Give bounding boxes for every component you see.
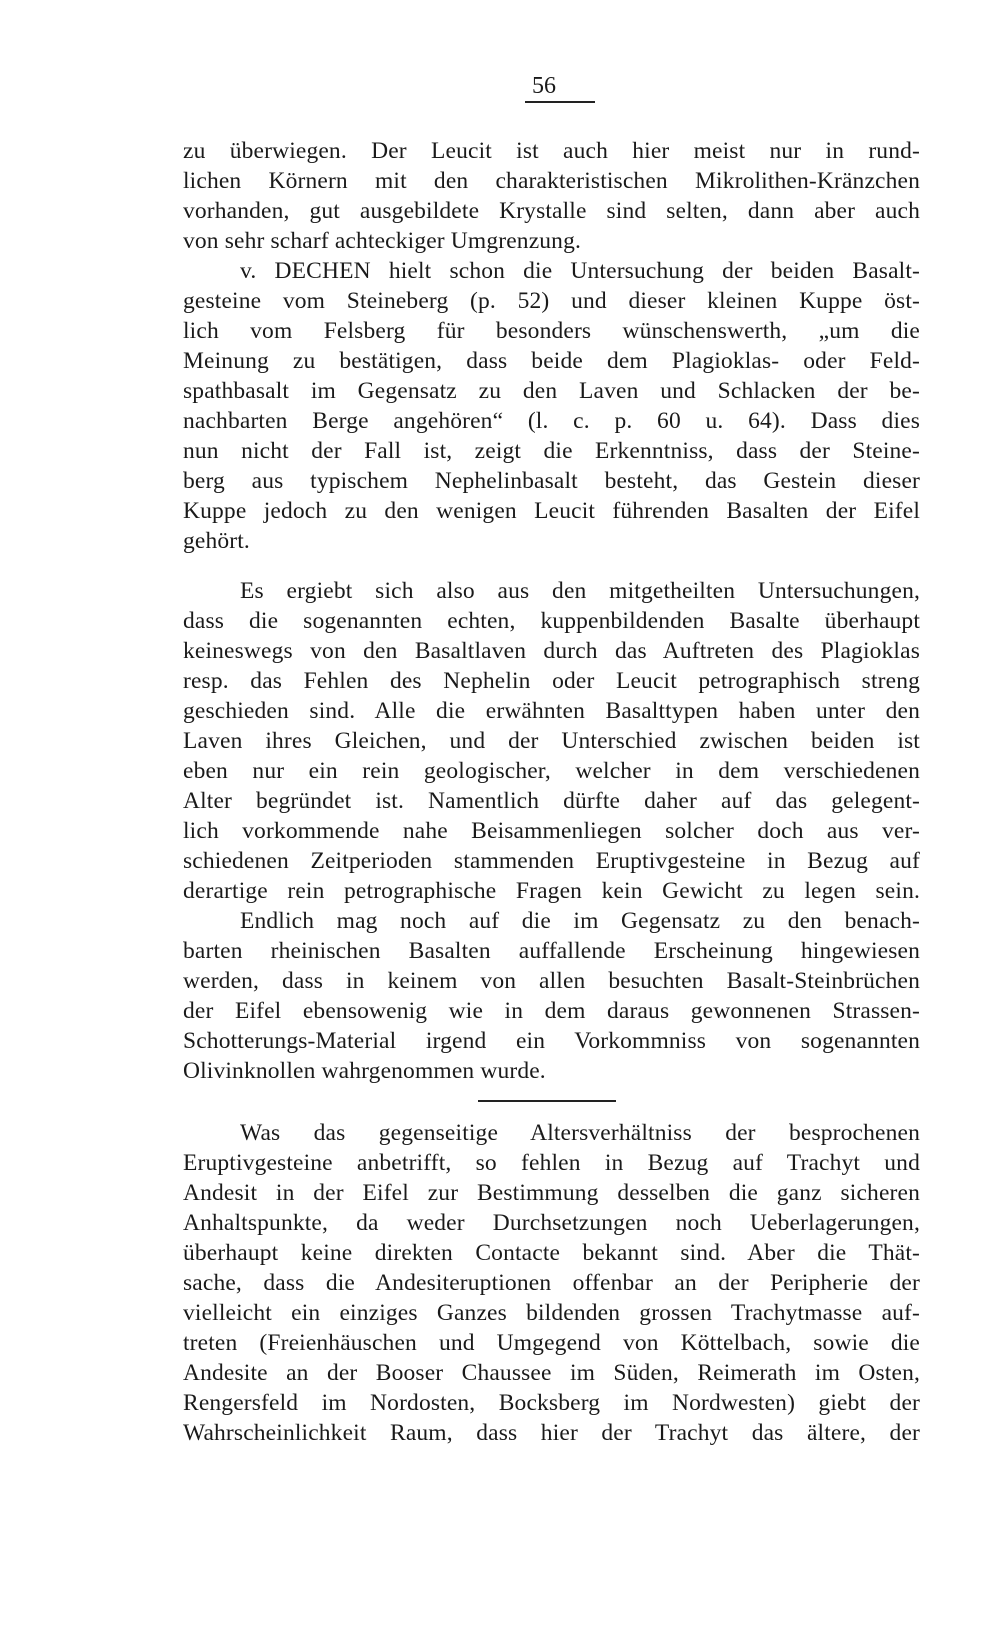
text-line: von sehr scharf achteckiger Umgrenzung.	[183, 228, 582, 254]
text-line: zu überwiegen. Der Leucit ist auch hier meist nur in rund-	[183, 138, 920, 164]
text-line: eben nur ein rein geologischer, welcher in dem verschiedenen	[183, 758, 920, 784]
text-line: nun nicht der Fall ist, zeigt die Erkenntniss, dass der Steine-	[183, 438, 920, 464]
text-line: Andesit in der Eifel zur Bestimmung desselben die ganz sicheren	[183, 1180, 920, 1206]
text-line: spathbasalt im Gegensatz zu den Laven und Schlacken der be-	[183, 378, 920, 404]
text-line: Was das gegenseitige Altersverhältniss der besprochenen	[240, 1120, 920, 1146]
text-line: werden, dass in keinem von allen besuchten Basalt-Steinbrüchen	[183, 968, 920, 994]
text-line: Kuppe jedoch zu den wenigen Leucit führenden Basalten der Eifel	[183, 498, 920, 524]
text-line: keineswegs von den Basaltlaven durch das Auftreten des Plagioklas	[183, 638, 920, 664]
text-line: Wahrscheinlichkeit Raum, dass hier der Trachyt das ältere, der	[183, 1420, 920, 1446]
text-line: schiedenen Zeitperioden stammenden Eruptivgesteine in Bezug auf	[183, 848, 920, 874]
text-line: Andesite an der Booser Chaussee im Süden, Reimerath im Osten,	[183, 1360, 920, 1386]
text-line: geschieden sind. Alle die erwähnten Basalttypen haben unter den	[183, 698, 920, 724]
text-line: Endlich mag noch auf die im Gegensatz zu den benach-	[240, 908, 920, 934]
text-line: Olivinknollen wahrgenommen wurde.	[183, 1058, 546, 1084]
text-line: dass die sogenannten echten, kuppenbildenden Basalte überhaupt	[183, 608, 920, 634]
text-line: nachbarten Berge angehören“ (l. c. p. 60 u. 64). Dass dies	[183, 408, 920, 434]
section-divider	[478, 1100, 616, 1102]
text-line: gesteine vom Steineberg (p. 52) und dieser kleinen Kuppe öst-	[183, 288, 920, 314]
page-number: 56	[532, 73, 556, 99]
page-number-rule	[525, 101, 595, 103]
text-line: derartige rein petrographische Fragen kein Gewicht zu legen sein.	[183, 878, 920, 904]
text-line: der Eifel ebensowenig wie in dem daraus gewonnenen Strassen-	[183, 998, 920, 1024]
text-line: lich vom Felsberg für besonders wünschenswerth, „um die	[183, 318, 920, 344]
text-line: lichen Körnern mit den charakteristischen Mikrolithen-Kränzchen	[183, 168, 920, 194]
text-line: Anhaltspunkte, da weder Durchsetzungen noch Ueberlagerungen,	[183, 1210, 920, 1236]
text-line: Laven ihres Gleichen, und der Unterschied zwischen beiden ist	[183, 728, 920, 754]
text-line: Schotterungs-Material irgend ein Vorkommniss von sogenannten	[183, 1028, 920, 1054]
text-line: Rengersfeld im Nordosten, Bocksberg im Nordwesten) giebt der	[183, 1390, 920, 1416]
text-line: Es ergiebt sich also aus den mitgetheilten Untersuchungen,	[240, 578, 920, 604]
text-line: v. DECHEN hielt schon die Untersuchung der beiden Basalt-	[240, 258, 920, 284]
text-line: gehört.	[183, 528, 250, 554]
text-line: resp. das Fehlen des Nephelin oder Leucit petrographisch streng	[183, 668, 920, 694]
text-line: Meinung zu bestätigen, dass beide dem Plagioklas- oder Feld-	[183, 348, 920, 374]
text-line: Eruptivgesteine anbetrifft, so fehlen in Bezug auf Trachyt und	[183, 1150, 920, 1176]
text-line: barten rheinischen Basalten auffallende Erscheinung hingewiesen	[183, 938, 920, 964]
text-line: treten (Freienhäuschen und Umgegend von Köttelbach, sowie die	[183, 1330, 920, 1356]
text-line: vielleicht ein einziges Ganzes bildenden grossen Trachytmasse auf-	[183, 1300, 920, 1326]
text-line: überhaupt keine direkten Contacte bekannt sind. Aber die Thät-	[183, 1240, 920, 1266]
text-line: Alter begründet ist. Namentlich dürfte daher auf das gelegent-	[183, 788, 920, 814]
text-line: berg aus typischem Nephelinbasalt besteht, das Gestein dieser	[183, 468, 920, 494]
text-line: lich vorkommende nahe Beisammenliegen solcher doch aus ver-	[183, 818, 920, 844]
text-line: vorhanden, gut ausgebildete Krystalle sind selten, dann aber auch	[183, 198, 920, 224]
text-line: sache, dass die Andesiteruptionen offenbar an der Peripherie der	[183, 1270, 920, 1296]
